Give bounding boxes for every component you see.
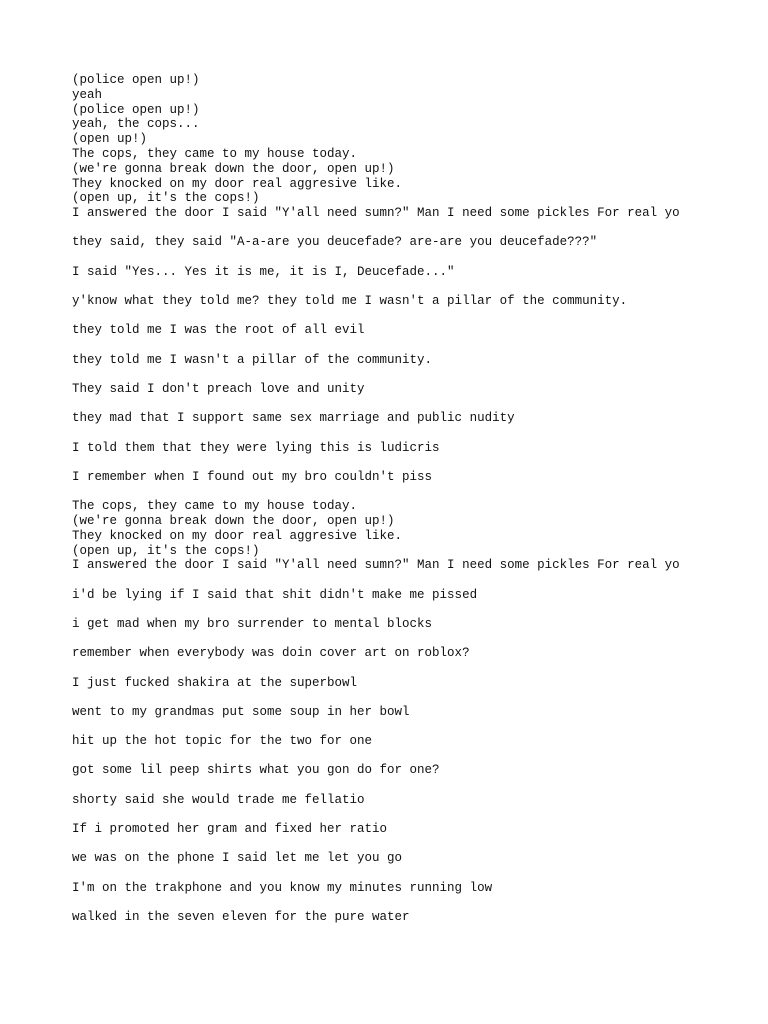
lyric-line: I remember when I found out my bro couldn't piss (72, 469, 433, 484)
lyric-line: remember when everybody was doin cover art on roblox? (72, 646, 470, 661)
lyric-line: (police open up!) (72, 102, 200, 117)
lyric-line: (open up, it's the cops!) (72, 191, 260, 206)
lyric-line: I said "Yes... Yes it is me, it is I, Deucefade..." (72, 264, 455, 279)
lyric-line: (open up, it's the cops!) (72, 543, 260, 558)
lyric-line: they told me I was the root of all evil (72, 323, 365, 338)
document-page (72, 73, 752, 925)
lyric-line: y'know what they told me? they told me I wasn't a pillar of the community. (72, 294, 628, 309)
lyric-line: yeah, the cops... (72, 117, 200, 132)
lyric-line: (we're gonna break down the door, open up!) (72, 513, 395, 528)
lyric-line: they said, they said "A-a-are you deucefade? are-are you deucefade???" (72, 235, 598, 250)
lyric-line: walked in the seven eleven for the pure water (72, 909, 410, 924)
lyric-line: If i promoted her gram and fixed her ratio (72, 822, 388, 836)
lyric-line: i'd be lying if I said that shit didn't make me pissed (72, 587, 478, 602)
lyric-line: they mad that I support same sex marriage and public nudity (72, 411, 515, 426)
lyric-line: I just fucked shakira at the superbowl (72, 675, 358, 690)
lyric-line: shorty said she would trade me fellatio (72, 792, 365, 807)
lyric-line: (open up!) (72, 132, 148, 147)
lyric-line: they told me I wasn't a pillar of the community. (72, 352, 433, 367)
lyric-line: I told them that they were lying this is ludicris (72, 440, 440, 455)
lyric-line: The cops, they came to my house today. (72, 146, 358, 161)
lyric-line: went to my grandmas put some soup in her bowl (72, 704, 410, 719)
lyric-line: I'm on the trakphone and you know my minutes running low (72, 880, 493, 895)
lyric-line: hit up the hot topic for the two for one (72, 734, 373, 749)
lyric-line: got some lil peep shirts what you gon do for one? (72, 763, 440, 778)
chorus (72, 499, 752, 573)
lyric-line: They knocked on my door real aggresive like. (72, 528, 403, 543)
intro-verse (72, 73, 752, 221)
lyric-line: I answered the door I said "Y'all need sumn?" Man I need some pickles For real yo (72, 206, 680, 221)
lyric-line: (we're gonna break down the door, open up!) (72, 161, 395, 176)
lyric-line: They said I don't preach love and unity (72, 381, 365, 396)
lyric-line: (police open up!) (72, 73, 200, 87)
lyric-line: yeah (72, 87, 103, 102)
lyric-line: i get mad when my bro surrender to mental blocks (72, 616, 433, 631)
lyric-line: I answered the door I said "Y'all need sumn?" Man I need some pickles For real yo (72, 558, 680, 573)
lyric-line: The cops, they came to my house today. (72, 499, 358, 514)
lyric-line: we was on the phone I said let me let you go (72, 851, 403, 866)
lyric-line: They knocked on my door real aggresive like. (72, 176, 403, 191)
